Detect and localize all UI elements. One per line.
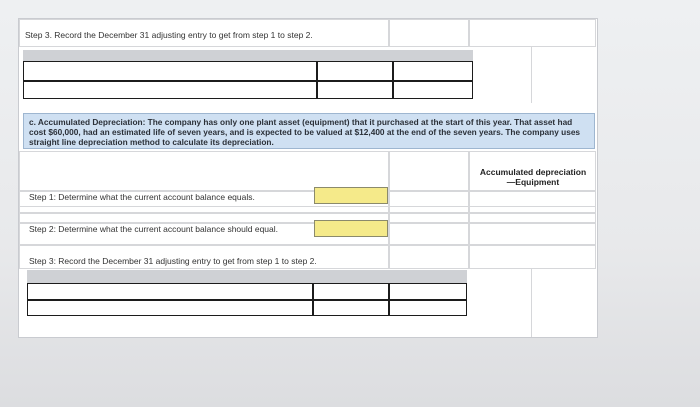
step1-balance-input[interactable]: [314, 187, 388, 204]
top-divider: [531, 47, 532, 103]
part-c-header-blank-cell: [19, 151, 389, 191]
top-entry-row2-credit-input[interactable]: [393, 81, 473, 99]
step2-row-col2: [389, 223, 469, 245]
part-c-column-header: [471, 167, 595, 187]
entry-row2-account-input[interactable]: [27, 300, 313, 316]
step1-divider: [19, 206, 596, 207]
top-entry-row2-debit-input[interactable]: [317, 81, 393, 99]
column-header-line1: Accumulated depreciation: [479, 167, 587, 177]
entry-row2-credit-input[interactable]: [389, 300, 467, 316]
step1-row-col3: [469, 191, 596, 213]
worksheet: [18, 18, 598, 338]
step2-balance-input[interactable]: [314, 220, 388, 237]
step1-label: Step 1: Determine what the current account balance equals.: [29, 192, 255, 202]
top-step3-col3-cell: [469, 19, 596, 47]
part-c-header-col2-cell: [389, 151, 469, 191]
spacer-row-a-col2: [389, 213, 469, 223]
step2-row-col3: [469, 223, 596, 245]
top-entry-row1-credit-input[interactable]: [393, 61, 473, 81]
step3-row-col2: [389, 245, 469, 269]
top-step3-label: Step 3. Record the December 31 adjusting entry to get from step 1 to step 2.: [25, 30, 313, 40]
entry-row1-debit-input[interactable]: [313, 283, 389, 300]
part-c-description: c. Accumulated Depreciation: The company has only one plant asset (equipment) that it purchased at the start of this year. That asset had cost $60,000, had an estimated life of seven years, and is expected to be valued at $12,400 at the end of the seven years. The company uses straight line depreciation method to calculate its depreciation.: [23, 113, 595, 149]
entry-row1-credit-input[interactable]: [389, 283, 467, 300]
column-header-line2: —Equipment: [506, 177, 560, 187]
part-c-step3-label: Step 3: Record the December 31 adjusting entry to get from step 1 to step 2.: [29, 256, 317, 266]
step2-label: Step 2: Determine what the current account balance should equal.: [29, 224, 279, 234]
top-entry-row1-account-input[interactable]: [23, 61, 317, 81]
bottom-divider: [531, 269, 532, 337]
step1-row-col2: [389, 191, 469, 213]
top-journal-header-band: [23, 50, 473, 61]
spacer-row-a-col3: [469, 213, 596, 223]
step3-row-col3: [469, 245, 596, 269]
top-step3-col2-cell: [389, 19, 469, 47]
entry-row2-debit-input[interactable]: [313, 300, 389, 316]
journal-header-band: [27, 270, 467, 283]
top-entry-row1-debit-input[interactable]: [317, 61, 393, 81]
entry-row1-account-input[interactable]: [27, 283, 313, 300]
top-entry-row2-account-input[interactable]: [23, 81, 317, 99]
